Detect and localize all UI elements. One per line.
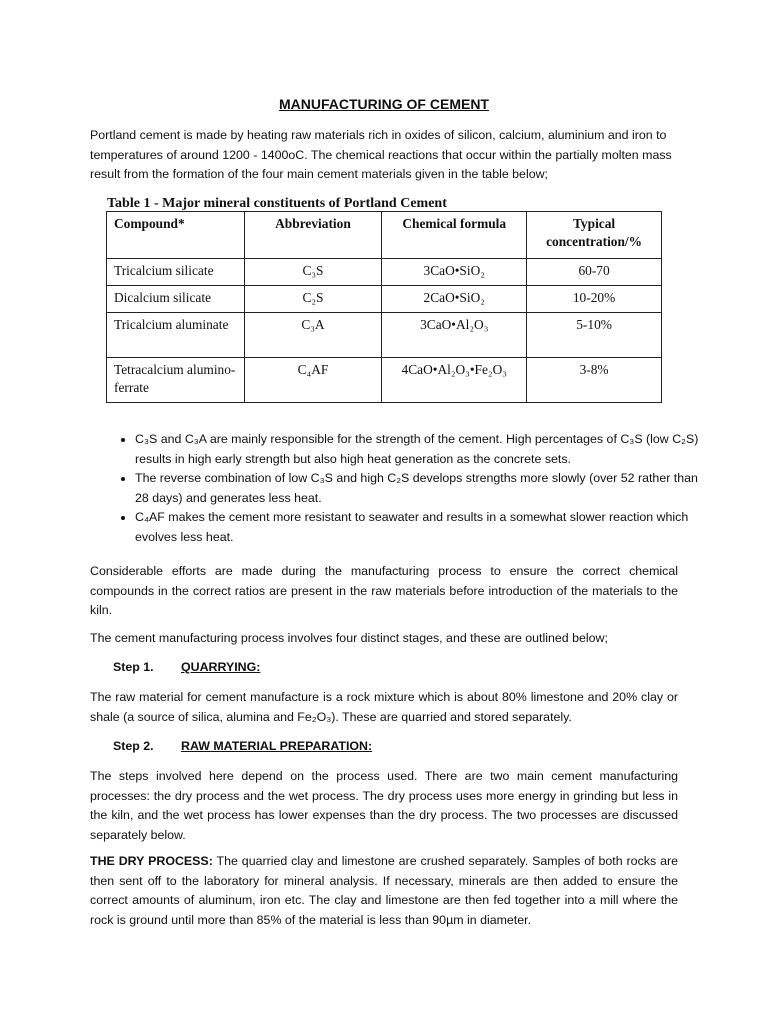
step-label: QUARRYING:	[181, 660, 261, 674]
header-typical-concentration: Typical concentration/%	[527, 212, 662, 259]
step-label: RAW MATERIAL PREPARATION:	[181, 739, 373, 753]
cell-abbreviation: C₄AF	[244, 358, 382, 403]
table-row	[107, 358, 662, 403]
bullet-list	[113, 430, 700, 547]
stages-paragraph: The cement manufacturing process involves four distinct stages, and these are outlined below;	[90, 631, 608, 645]
cell-formula: 3CaO•Al₂O₃	[382, 313, 527, 358]
cell-concentration: 5-10%	[527, 313, 662, 358]
cell-concentration: 10-20%	[527, 286, 662, 313]
cell-concentration: 3-8%	[527, 358, 662, 403]
cell-compound: Dicalcium silicate	[107, 286, 245, 313]
header-abbreviation: Abbreviation	[244, 212, 382, 259]
table-header-row	[107, 212, 662, 259]
list-item: • C₄AF makes the cement more resistant to seawater and results in a somewhat slower reaction which evolves less heat.	[135, 508, 700, 547]
step-2-heading	[113, 737, 372, 757]
header-compound: Compound*	[107, 212, 245, 259]
cell-concentration: 60-70	[527, 259, 662, 286]
step-number: Step 2.	[113, 739, 154, 753]
preparation-paragraph: The steps involved here depend on the process used. There are two main cement manufacturing processes: the dry process and the wet process. The dry process uses more energy in grinding but less in the kiln, and the wet process has lower expenses than the dry process. The two processes are discussed separately below.	[90, 769, 678, 842]
step-number: Step 1.	[113, 660, 154, 674]
table-row	[107, 286, 662, 313]
cell-compound: Tetracalcium alumino-ferrate	[107, 358, 245, 403]
table-caption: Table 1 - Major mineral constituents of Portland Cement	[107, 196, 447, 211]
page-title: MANUFACTURING OF CEMENT	[279, 96, 489, 112]
cell-compound: Tricalcium aluminate	[107, 313, 245, 358]
cell-formula: 3CaO•SiO₂	[382, 259, 527, 286]
cell-abbreviation: C₃S	[244, 259, 382, 286]
list-item: • C₃S and C₃A are mainly responsible for the strength of the cement. High percentages of C₃S (low C₂S) results in high early strength but also high heat generation as the concrete sets.	[135, 430, 700, 469]
cell-formula: 4CaO•Al₂O₃•Fe₂O₃	[382, 358, 527, 403]
efforts-paragraph: Considerable efforts are made during the manufacturing process to ensure the correct chemical compounds in the correct ratios are present in the raw materials before introduction of the materials to the kiln.	[90, 564, 678, 617]
step-1-heading	[113, 658, 260, 678]
quarrying-paragraph: The raw material for cement manufacture is a rock mixture which is about 80% limestone and 20% clay or shale (a source of silica, alumina and Fe₂O₃). These are quarried and stored separately.	[90, 690, 678, 724]
constituents-table	[106, 211, 662, 403]
cell-abbreviation: C₃A	[244, 313, 382, 358]
dry-process-text: The quarried clay and limestone are crushed separately. Samples of both rocks are then sent off to the laboratory for mineral analysis. If necessary, minerals are then added to ensure the correct amounts of aluminum, iron etc. The clay and limestone are then fed together into a mill where the rock is ground until more than 85% of the material is less than 90µm in diameter.	[90, 854, 678, 927]
dry-process-paragraph	[90, 852, 678, 930]
cell-abbreviation: C₂S	[244, 286, 382, 313]
intro-paragraph: Portland cement is made by heating raw materials rich in oxides of silicon, calcium, aluminium and iron to temperatures of around 1200 - 1400oC. The chemical reactions that occur within the partially molten mass result from the formation of the four main cement materials given in the table below;	[90, 128, 672, 181]
list-item: • The reverse combination of low C₃S and high C₂S develops strengths more slowly (over 52 rather than 28 days) and generates less heat.	[135, 469, 700, 508]
table-row	[107, 259, 662, 286]
header-chemical-formula: Chemical formula	[382, 212, 527, 259]
dry-process-label: THE DRY PROCESS:	[90, 854, 213, 868]
table-row	[107, 313, 662, 358]
cell-formula: 2CaO•SiO₂	[382, 286, 527, 313]
cell-compound: Tricalcium silicate	[107, 259, 245, 286]
